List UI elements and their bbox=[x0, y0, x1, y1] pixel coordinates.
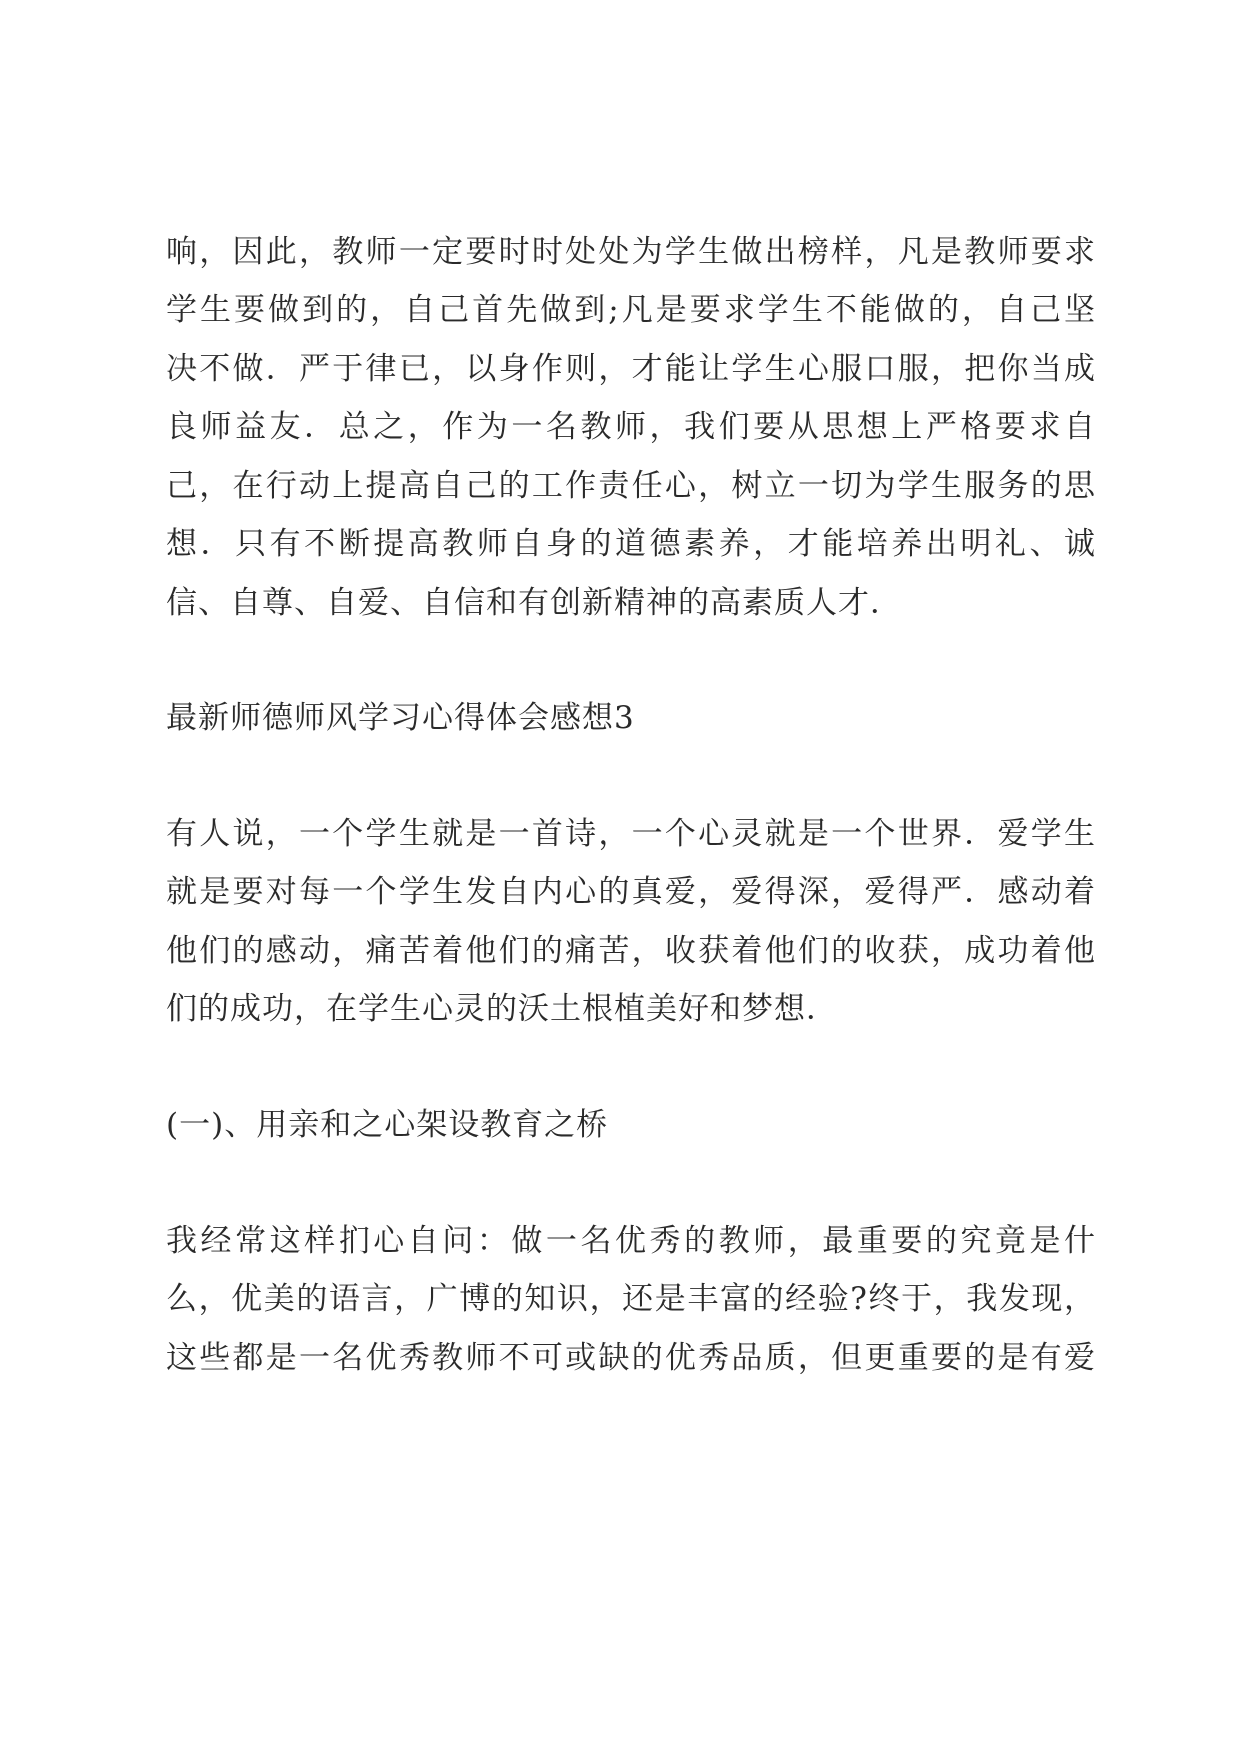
paragraph-line: 想．只有不断提高教师自身的道德素养，才能培养出明礼、诚 bbox=[166, 526, 1096, 562]
paragraph-line: 就是要对每一个学生发自内心的真爱，爱得深，爱得严．感动着 bbox=[166, 874, 1096, 910]
paragraph-line: 们的成功，在学生心灵的沃土根植美好和梦想． bbox=[166, 991, 838, 1027]
paragraph-line: 他们的感动，痛苦着他们的痛苦，收获着他们的收获，成功着他 bbox=[166, 933, 1096, 969]
paragraph-line: 信、自尊、自爱、自信和有创新精神的高素质人才． bbox=[166, 585, 902, 621]
paragraph-line: 良师益友．总之，作为一名教师，我们要从思想上严格要求自 bbox=[166, 409, 1096, 445]
paragraph-line: 己，在行动上提高自己的工作责任心，树立一切为学生服务的思 bbox=[166, 468, 1096, 504]
section-heading: (一)、用亲和之心架设教育之桥 bbox=[166, 1107, 609, 1143]
paragraph-line: 决不做．严于律已，以身作则，才能让学生心服口服，把你当成 bbox=[166, 351, 1096, 387]
section-heading: 最新师德师风学习心得体会感想3 bbox=[166, 700, 635, 736]
paragraph-line: 这些都是一名优秀教师不可或缺的优秀品质，但更重要的是有爱 bbox=[166, 1340, 1096, 1376]
paragraph-line: 学生要做到的，自己首先做到;凡是要求学生不能做的，自己坚 bbox=[166, 292, 1096, 328]
paragraph-line: 有人说，一个学生就是一首诗，一个心灵就是一个世界．爱学生 bbox=[166, 816, 1096, 852]
paragraph-line: 响，因此，教师一定要时时处处为学生做出榜样，凡是教师要求 bbox=[166, 234, 1096, 270]
paragraph-line: 么，优美的语言，广博的知识，还是丰富的经验?终于，我发现， bbox=[166, 1281, 1096, 1317]
paragraph-line: 我经常这样扪心自问：做一名优秀的教师，最重要的究竟是什 bbox=[166, 1223, 1096, 1259]
